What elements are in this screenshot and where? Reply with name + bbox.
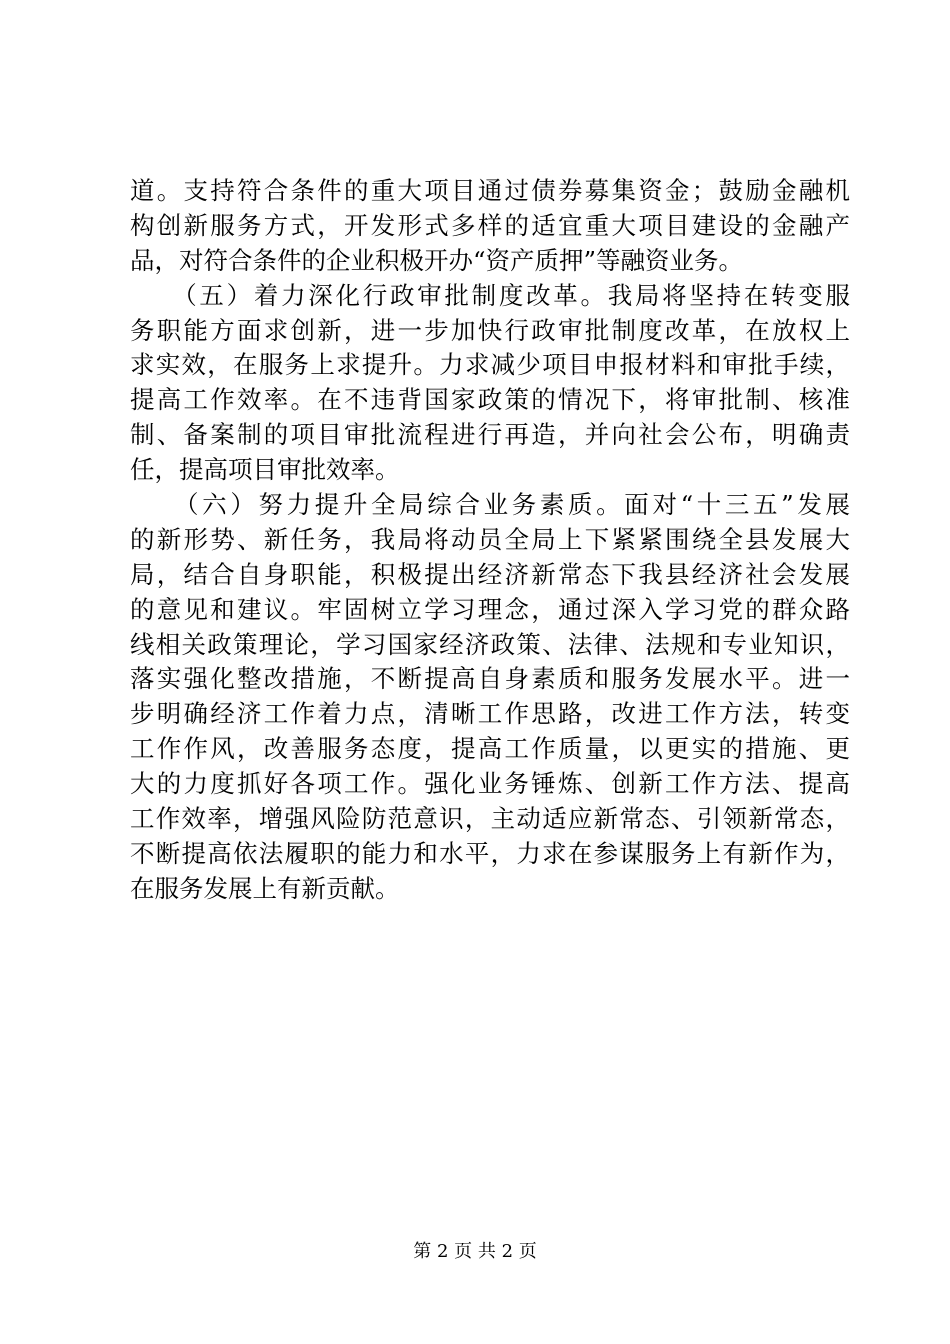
text-line: 在服务发展上有新贡献。	[130, 873, 400, 903]
text-line: （六）努力提升全局综合业务素质。面对“十三五”发展	[130, 490, 850, 520]
text-line: 任，提高项目审批效率。	[130, 455, 400, 485]
text-line: 线相关政策理论，学习国家经济政策、法律、法规和专业知识，	[130, 629, 850, 659]
text-line: 道。支持符合条件的重大项目通过债券募集资金；鼓励金融机	[130, 176, 850, 205]
text-line: 局，结合自身职能，积极提出经济新常态下我县经济社会发展	[130, 559, 850, 589]
text-line: 工作效率，增强风险防范意识，主动适应新常态、引领新常态，	[130, 804, 850, 834]
text-line: 大的力度抓好各项工作。强化业务锤炼、创新工作方法、提高	[130, 769, 850, 799]
text-line: 步明确经济工作着力点，清晰工作思路，改进工作方法，转变	[130, 699, 850, 729]
text-line: 的新形势、新任务，我局将动员全局上下紧紧围绕全县发展大	[130, 524, 850, 554]
document-body	[130, 174, 850, 907]
text-line: 工作作风，改善服务态度，提高工作质量，以更实的措施、更	[130, 734, 850, 764]
text-line: 不断提高依法履职的能力和水平，力求在参谋服务上有新作为，	[130, 838, 850, 868]
page-number-footer: 第 2 页 共 2 页	[413, 1241, 537, 1262]
text-line: 务职能方面求创新，进一步加快行政审批制度改革，在放权上	[130, 315, 850, 345]
text-line: 制、备案制的项目审批流程进行再造，并向社会公布，明确责	[130, 420, 850, 450]
text-line: 的意见和建议。牢固树立学习理念，通过深入学习党的群众路	[130, 594, 850, 624]
text-line: 求实效，在服务上求提升。力求减少项目申报材料和审批手续，	[130, 350, 850, 380]
text-line: 品，对符合条件的企业积极开办“资产质押”等融资业务。	[130, 245, 744, 275]
paragraph-financing	[130, 174, 850, 279]
text-line: 落实强化整改措施，不断提高自身素质和服务发展水平。进一	[130, 664, 850, 694]
paragraph-approval-reform	[130, 279, 850, 488]
text-line: 提高工作效率。在不违背国家政策的情况下，将审批制、核准	[130, 385, 850, 415]
text-line: （五）着力深化行政审批制度改革。我局将坚持在转变服	[130, 280, 850, 310]
paragraph-business-quality	[130, 488, 850, 907]
text-line: 构创新服务方式，开发形式多样的适宜重大项目建设的金融产	[130, 210, 850, 240]
